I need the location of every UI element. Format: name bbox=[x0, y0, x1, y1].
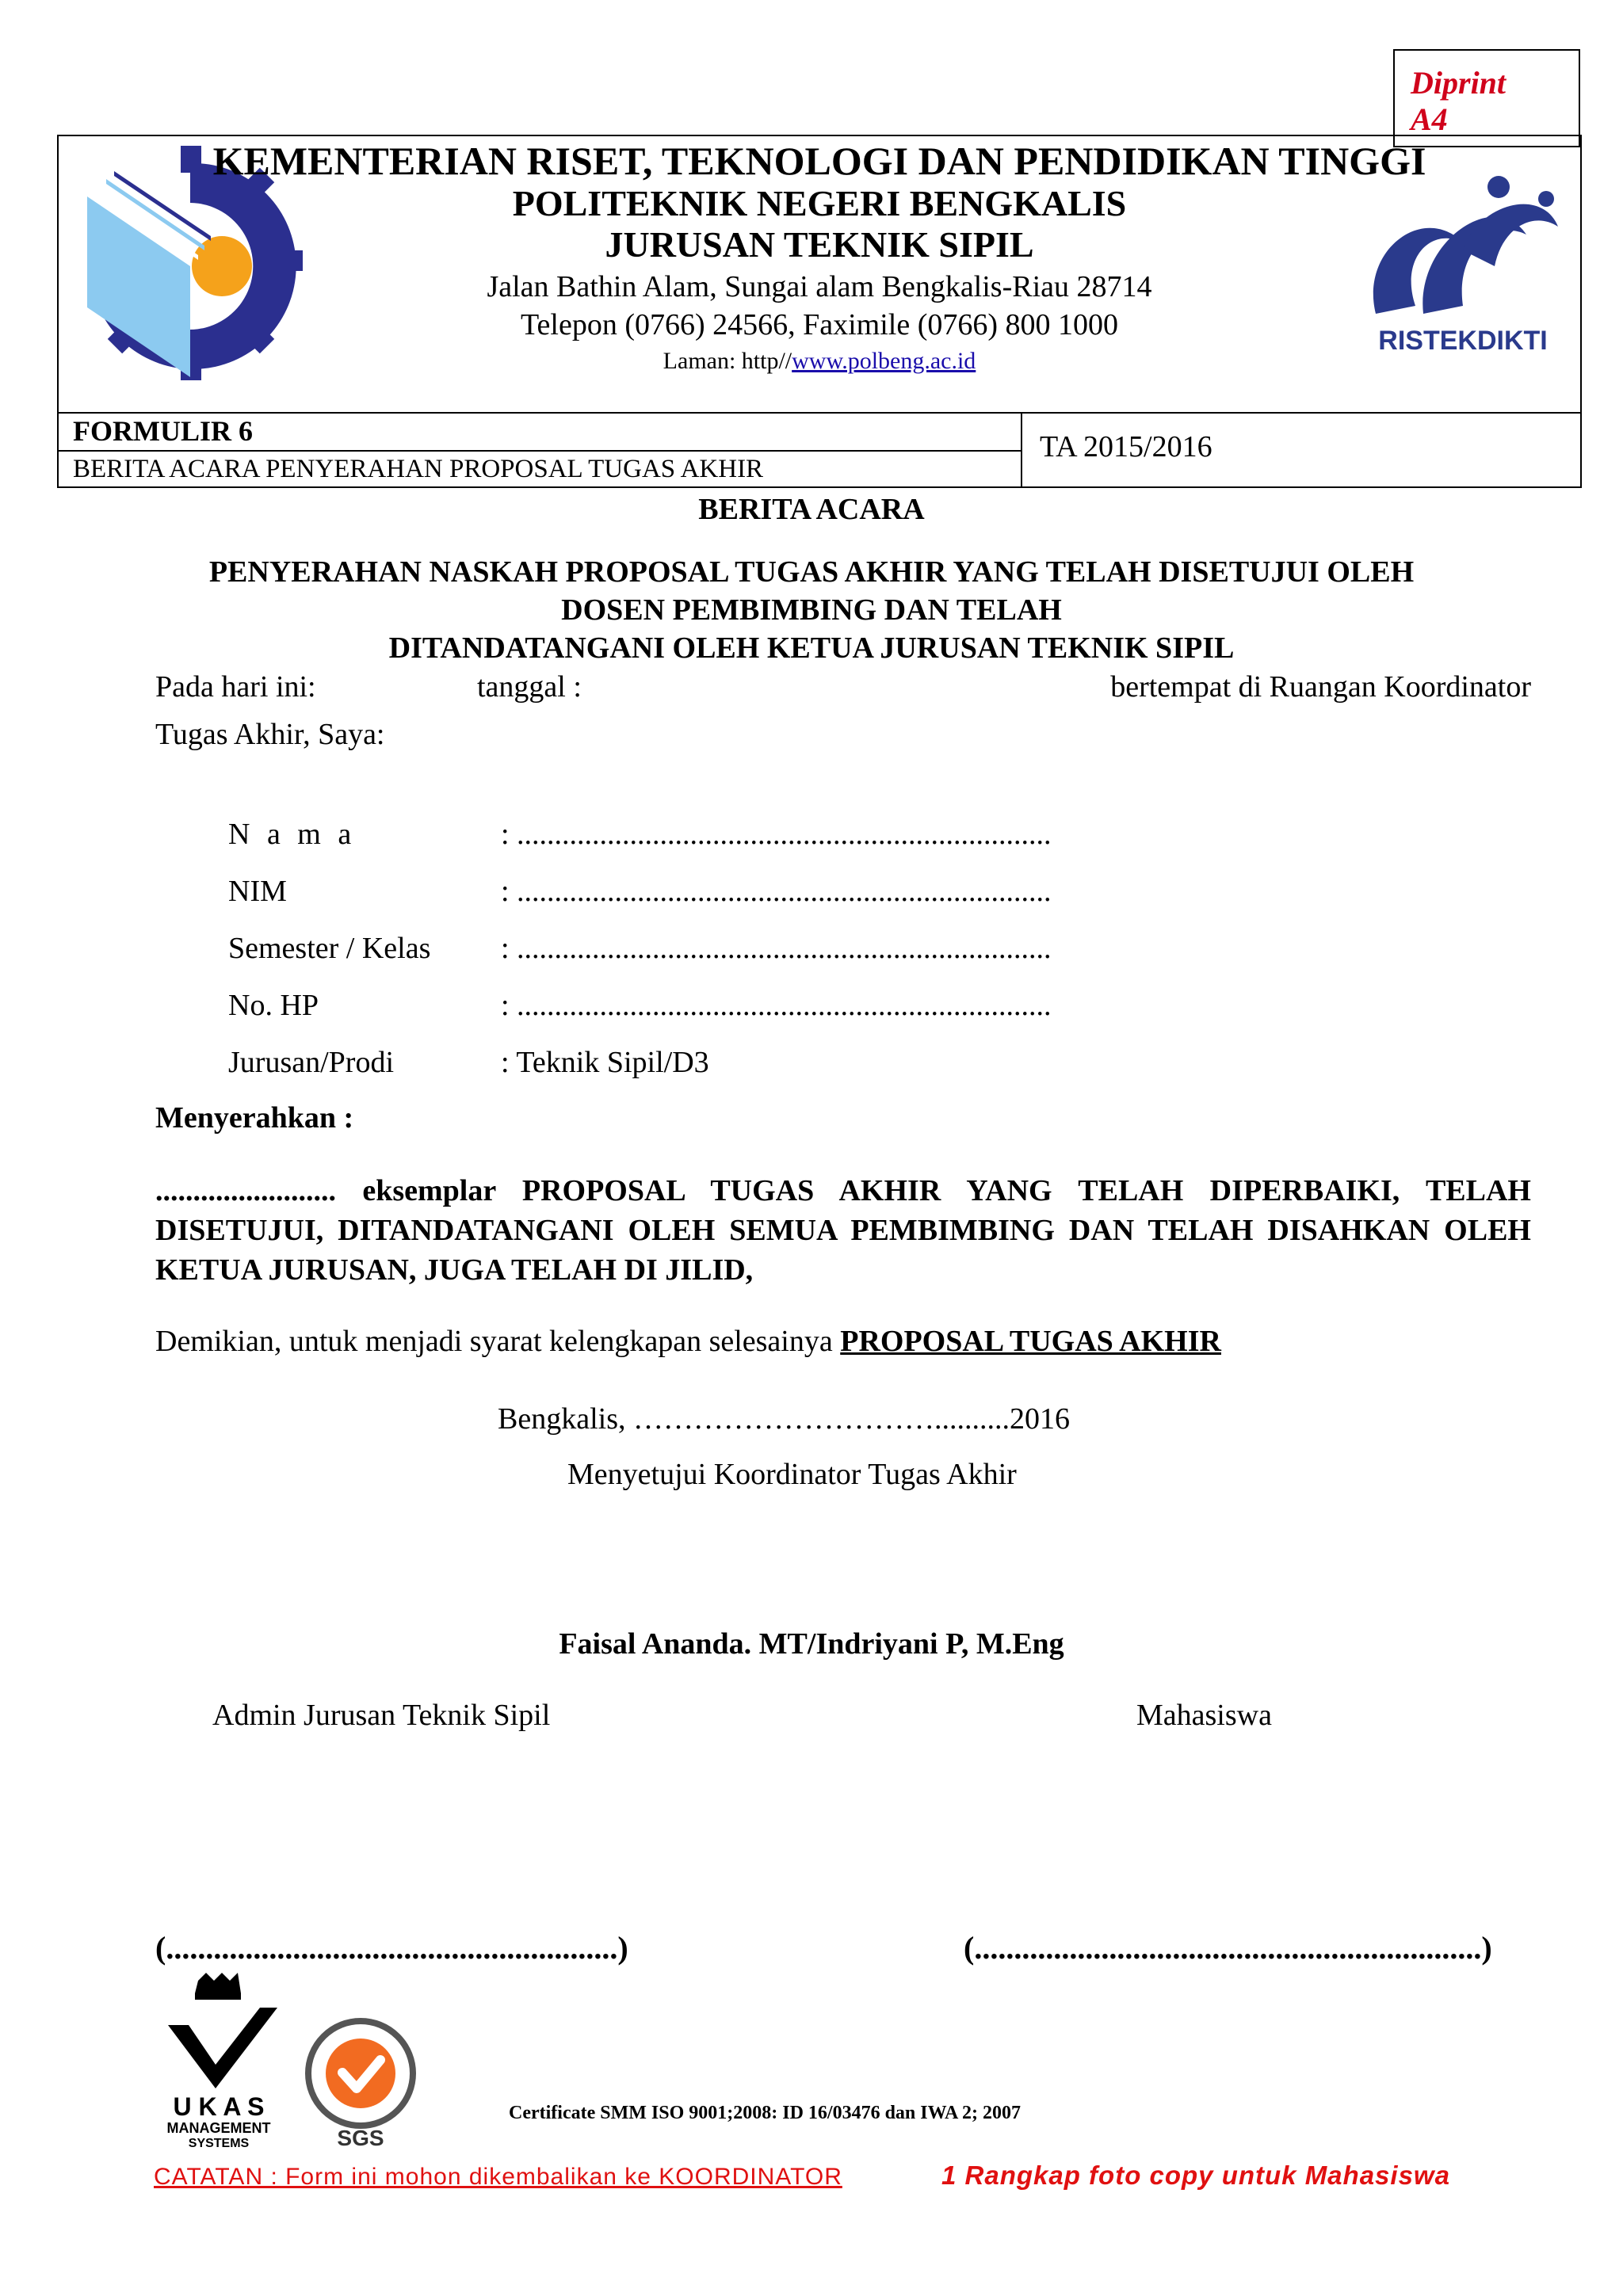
field-value-semester[interactable]: : ....................................................................... bbox=[501, 932, 1052, 965]
document-subtitle-line2: DOSEN PEMBIMBING DAN TELAH bbox=[561, 593, 1062, 627]
intro-day: Pada hari ini: bbox=[155, 670, 316, 704]
form-code: FORMULIR 6 bbox=[73, 415, 253, 447]
field-label-program: Jurusan/Prodi bbox=[228, 1046, 394, 1079]
document-subtitle-line3: DITANDATANGANI OLEH KETUA JURUSAN TEKNIK SIPIL bbox=[388, 631, 1235, 665]
intro-place: bertempat di Ruangan Koordinator bbox=[1110, 670, 1531, 704]
intro-date: tanggal : bbox=[477, 670, 582, 704]
right-signer-role: Mahasiswa bbox=[1136, 1699, 1272, 1732]
document-subtitle-line1: PENYERAHAN NASKAH PROPOSAL TUGAS AKHIR YANG TELAH DISETUJUI OLEH bbox=[208, 555, 1415, 589]
right-signature-blank: (................................................................) bbox=[964, 1930, 1492, 1966]
ukas-sub2: SYSTEMS bbox=[188, 2137, 250, 2150]
coordinator-name: Faisal Ananda. MT/Indriyani P, M.Eng bbox=[559, 1627, 1064, 1661]
letterhead bbox=[57, 135, 1582, 414]
field-value-nim[interactable]: : ....................................................................... bbox=[501, 875, 1052, 908]
ukas-sub1: MANAGEMENT bbox=[166, 2120, 271, 2136]
website bbox=[59, 345, 1580, 377]
field-label-nim: NIM bbox=[228, 875, 287, 908]
table-divider-vertical bbox=[1021, 412, 1022, 486]
certificate-info: Certificate SMM ISO 9001;2008: ID 16/03476 dan IWA 2; 2007 bbox=[509, 2103, 1021, 2123]
submission-heading: Menyerahkan : bbox=[155, 1101, 354, 1135]
closing-text: Demikian, untuk menjadi syarat kelengkapan selesainya bbox=[155, 1325, 841, 1358]
intro-continuation: Tugas Akhir, Saya: bbox=[155, 718, 385, 751]
left-signer-role: Admin Jurusan Teknik Sipil bbox=[212, 1699, 551, 1732]
ristekdikti-logo-text: RISTEKDIKTI bbox=[1378, 326, 1548, 356]
table-divider-horizontal bbox=[59, 450, 1021, 452]
sgs-iso-certification-icon bbox=[301, 2014, 420, 2149]
academic-year: TA 2015/2016 bbox=[1040, 430, 1212, 463]
website-link[interactable]: www.polbeng.ac.id bbox=[792, 348, 976, 374]
field-label-semester: Semester / Kelas bbox=[228, 932, 431, 965]
footer-note: CATATAN : Form ini mohon dikembalikan ke KOORDINATOR bbox=[154, 2164, 842, 2190]
field-label-phone: No. HP bbox=[228, 989, 319, 1022]
footer-copy-note: 1 Rangkap foto copy untuk Mahasiswa bbox=[941, 2161, 1450, 2190]
closing-statement bbox=[155, 1322, 1221, 1361]
address: Jalan Bathin Alam, Sungai alam Bengkalis-Riau 28714 bbox=[487, 270, 1152, 303]
ukas-text: U K A S bbox=[173, 2092, 265, 2121]
ukas-certification-icon bbox=[143, 1970, 295, 2150]
sgs-text: SGS bbox=[337, 2126, 384, 2149]
print-stamp bbox=[1393, 49, 1580, 147]
phone-fax: Telepon (0766) 24566, Faximile (0766) 800 1000 bbox=[520, 308, 1119, 341]
institution-name: POLITEKNIK NEGERI BENGKALIS bbox=[512, 183, 1127, 223]
place-date: Bengkalis, …………………………..........2016 bbox=[498, 1402, 1070, 1436]
approval-text: Menyetujui Koordinator Tugas Akhir bbox=[567, 1458, 1017, 1491]
submission-paragraph: ........................ eksemplar PROPOSAL TUGAS AKHIR YANG TELAH DIPERBAIKI, TELAH DISETUJUI, DITANDATANGANI OLEH SEMUA PEMBIMBING DAN TELAH DISAHKAN OLEH KETUA JURUSAN, JUGA TELAH DI JILID, bbox=[155, 1174, 1531, 1287]
field-value-nama[interactable]: : ....................................................................... bbox=[501, 818, 1052, 851]
document-heading: BERITA ACARA bbox=[698, 493, 925, 526]
stamp-line1: Diprint bbox=[1411, 65, 1507, 101]
website-label: Laman: http// bbox=[663, 348, 792, 374]
ministry-name: KEMENTERIAN RISET, TEKNOLOGI DAN PENDIDIKAN TINGGI bbox=[212, 139, 1426, 183]
closing-emphasis: PROPOSAL TUGAS AKHIR bbox=[840, 1325, 1221, 1358]
department-name: JURUSAN TEKNIK SIPIL bbox=[605, 224, 1034, 265]
stamp-line2: A4 bbox=[1411, 101, 1448, 137]
left-signature-blank: (.........................................................) bbox=[155, 1930, 628, 1966]
form-title: BERITA ACARA PENYERAHAN PROPOSAL TUGAS AKHIR bbox=[73, 455, 764, 483]
field-label-nama: N a m a bbox=[228, 818, 357, 851]
form-info-table bbox=[57, 412, 1582, 488]
field-value-phone[interactable]: : ....................................................................... bbox=[501, 989, 1052, 1022]
field-value-program: : Teknik Sipil/D3 bbox=[501, 1046, 709, 1079]
